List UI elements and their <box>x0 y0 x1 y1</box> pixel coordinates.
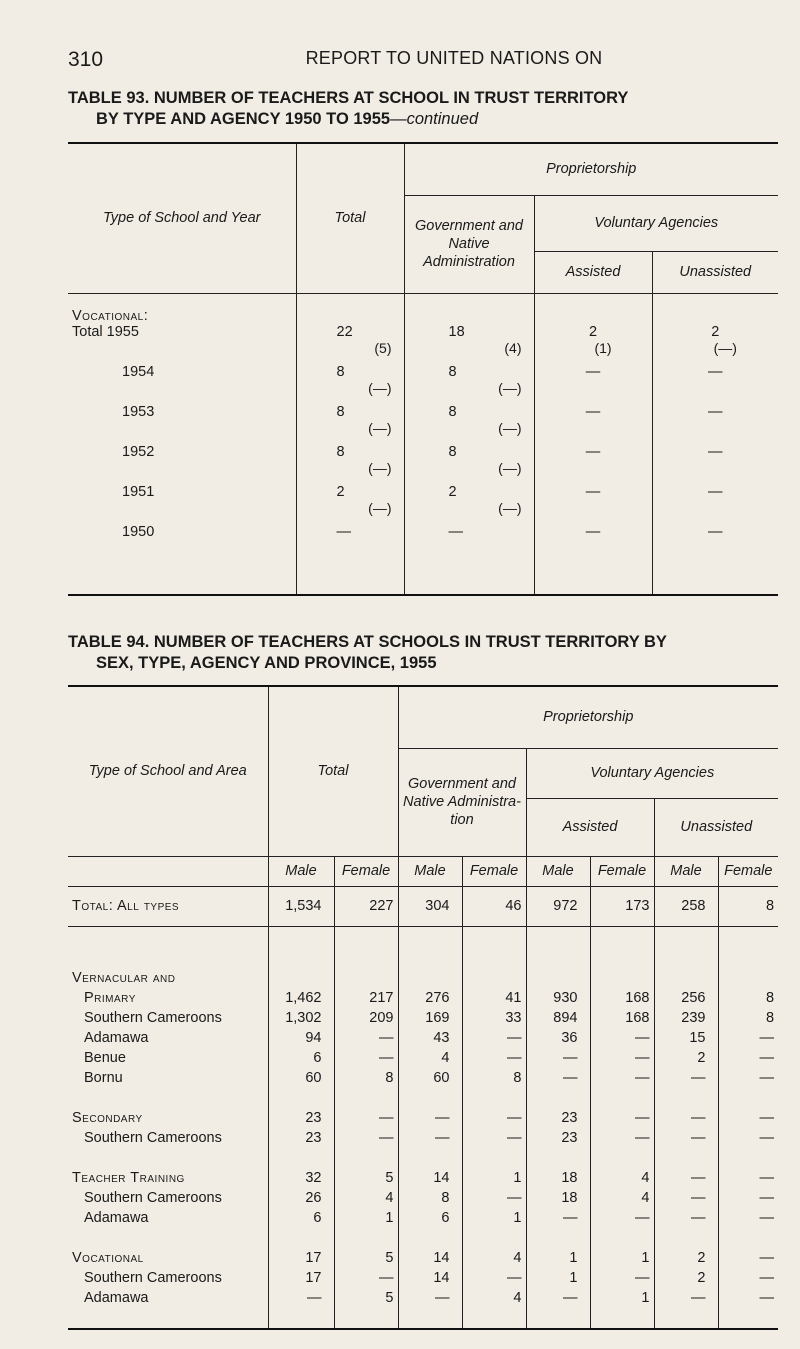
cell-value: — <box>268 1288 334 1308</box>
cell-value: — <box>336 523 351 540</box>
cell-value: 23 <box>526 1128 590 1148</box>
cell-value: — <box>718 1188 778 1208</box>
cell-value: 26 <box>268 1188 334 1208</box>
cell-govt <box>404 324 534 364</box>
cell-value: — <box>590 1048 654 1068</box>
col-header-female: Female <box>462 856 526 886</box>
cell-value: 17 <box>268 1268 334 1288</box>
row-label: Adamawa <box>84 1030 149 1046</box>
cell-value: 5 <box>334 1248 398 1268</box>
table-row <box>68 1048 778 1068</box>
cell-value: 1 <box>526 1248 590 1268</box>
cell-value: 14 <box>398 1168 462 1188</box>
cell-value: 36 <box>526 1028 590 1048</box>
cell-value: — <box>462 1268 526 1288</box>
cell-value: — <box>585 363 601 380</box>
row-label: Southern Cameroons <box>84 1010 222 1026</box>
row-label: Benue <box>84 1050 126 1066</box>
cell-value: 2 <box>711 323 720 340</box>
cell-value: 8 <box>336 363 345 380</box>
cell-subvalue: (5) <box>374 339 392 356</box>
col-header-type-area: Type of School and Area <box>68 686 268 856</box>
cell-value: 8 <box>462 1068 526 1088</box>
cell-value: — <box>585 523 601 540</box>
cell-value: — <box>708 363 723 380</box>
row-label: 1954 <box>122 363 155 380</box>
cell-subvalue: (—) <box>713 339 737 356</box>
cell-value: — <box>526 1288 590 1308</box>
cell-value: — <box>654 1068 718 1088</box>
cell-value: 4 <box>398 1048 462 1068</box>
cell-total <box>296 404 404 444</box>
table-row <box>68 1188 778 1208</box>
table-row <box>68 364 778 404</box>
cell-value: 8 <box>336 403 345 420</box>
cell-value: 18 <box>526 1168 590 1188</box>
cell-value: — <box>526 1048 590 1068</box>
cell-value: 894 <box>526 1008 590 1028</box>
cell-total <box>296 444 404 484</box>
cell-value: — <box>590 1108 654 1128</box>
col-header-male: Male <box>526 856 590 886</box>
cell-value: — <box>718 1028 778 1048</box>
col-header-female: Female <box>718 856 778 886</box>
cell-value: — <box>718 1108 778 1128</box>
cell-value: — <box>708 523 723 540</box>
col-header-unassisted: Unassisted <box>652 251 778 293</box>
cell-value: 15 <box>654 1028 718 1048</box>
table-row <box>68 444 778 484</box>
cell-value: — <box>718 1068 778 1088</box>
cell-value: — <box>334 1108 398 1128</box>
cell-value: 41 <box>462 988 526 1008</box>
cell-value: 23 <box>268 1108 334 1128</box>
table-row <box>68 1288 778 1308</box>
cell-value: 8 <box>448 403 457 420</box>
row-label: 1951 <box>122 483 155 500</box>
cell-value: — <box>654 1128 718 1148</box>
table-93 <box>68 142 778 596</box>
cell-value: 4 <box>590 1188 654 1208</box>
cell-value: — <box>334 1268 398 1288</box>
col-header-voluntary: Voluntary Agencies <box>526 748 778 798</box>
table-94-caption-line1: TABLE 94. NUMBER OF TEACHERS AT SCHOOLS IN TRUST TERRITORY BY <box>68 633 667 651</box>
cell-value: 94 <box>268 1028 334 1048</box>
cell-value: — <box>448 523 463 540</box>
cell-value: 18 <box>526 1188 590 1208</box>
col-header-assisted: Assisted <box>526 798 654 856</box>
row-label: Vocational <box>72 1250 144 1266</box>
cell-value: — <box>585 483 601 500</box>
table-row <box>68 1268 778 1288</box>
cell-subvalue: (—) <box>498 499 522 516</box>
cell-value: 5 <box>334 1288 398 1308</box>
cell-value: 1,534 <box>268 886 334 926</box>
cell-value: 1,302 <box>268 1008 334 1028</box>
table-row <box>68 524 778 564</box>
row-label: Secondary <box>72 1110 143 1126</box>
cell-value: 5 <box>334 1168 398 1188</box>
cell-value: — <box>334 1028 398 1048</box>
col-header-assisted: Assisted <box>534 251 652 293</box>
cell-value: 8 <box>448 443 457 460</box>
cell-value: 930 <box>526 988 590 1008</box>
cell-value: 8 <box>718 988 778 1008</box>
cell-total <box>296 484 404 524</box>
col-header-type: Type of School and Year <box>68 143 296 293</box>
running-title: REPORT TO UNITED NATIONS ON <box>305 48 603 68</box>
cell-value: — <box>718 1248 778 1268</box>
cell-govt <box>404 524 534 564</box>
cell-value: — <box>334 1128 398 1148</box>
cell-value: 8 <box>718 1008 778 1028</box>
cell-subvalue: (—) <box>498 379 522 396</box>
cell-unassisted <box>652 484 778 524</box>
cell-value: 46 <box>462 886 526 926</box>
group-row <box>68 1248 778 1268</box>
row-label: Southern Cameroons <box>84 1270 222 1286</box>
cell-value: 217 <box>334 988 398 1008</box>
table-93-caption-line2: BY TYPE AND AGENCY 1950 TO 1955 <box>96 110 391 128</box>
col-header-proprietorship: Proprietorship <box>404 143 778 195</box>
row-label: Bornu <box>84 1070 123 1086</box>
cell-value: — <box>334 1048 398 1068</box>
cell-value: — <box>526 1068 590 1088</box>
cell-unassisted <box>652 404 778 444</box>
col-header-male: Male <box>654 856 718 886</box>
cell-value: — <box>590 1128 654 1148</box>
table-row <box>68 1028 778 1048</box>
cell-value: — <box>585 443 601 460</box>
cell-value: — <box>585 403 601 420</box>
cell-value: 2 <box>654 1268 718 1288</box>
group-row <box>68 988 778 1008</box>
cell-value: — <box>718 1208 778 1228</box>
cell-assisted <box>534 404 652 444</box>
cell-assisted <box>534 524 652 564</box>
cell-value: 6 <box>398 1208 462 1228</box>
cell-value: 1 <box>334 1208 398 1228</box>
cell-value: — <box>708 483 723 500</box>
total-row <box>68 886 778 926</box>
cell-value: — <box>590 1268 654 1288</box>
cell-value: 304 <box>398 886 462 926</box>
group-row <box>68 1108 778 1128</box>
group-row <box>68 1168 778 1188</box>
row-label: Southern Cameroons <box>84 1190 222 1206</box>
table-row <box>68 404 778 444</box>
cell-subvalue: (—) <box>368 499 392 516</box>
cell-value: 4 <box>462 1248 526 1268</box>
row-label: Adamawa <box>84 1210 149 1226</box>
cell-value: 8 <box>336 443 345 460</box>
cell-value: — <box>526 1208 590 1228</box>
cell-govt <box>404 364 534 404</box>
col-header-unassisted: Unassisted <box>654 798 778 856</box>
cell-value: 14 <box>398 1268 462 1288</box>
table-row <box>68 1208 778 1228</box>
cell-subvalue: (—) <box>498 459 522 476</box>
cell-value: — <box>718 1048 778 1068</box>
cell-subvalue: (1) <box>594 339 612 356</box>
section-heading: Vocational: <box>72 307 149 324</box>
cell-value: 32 <box>268 1168 334 1188</box>
cell-govt <box>404 444 534 484</box>
cell-value: 4 <box>334 1188 398 1208</box>
cell-value: 2 <box>448 483 457 500</box>
cell-value: 17 <box>268 1248 334 1268</box>
cell-value: 1,462 <box>268 988 334 1008</box>
cell-unassisted <box>652 364 778 404</box>
table-row <box>68 484 778 524</box>
cell-value: 33 <box>462 1008 526 1028</box>
cell-value: 168 <box>590 988 654 1008</box>
cell-value: 1 <box>590 1288 654 1308</box>
col-header-male: Male <box>398 856 462 886</box>
cell-value: 8 <box>334 1068 398 1088</box>
cell-value: 209 <box>334 1008 398 1028</box>
cell-value: — <box>462 1188 526 1208</box>
cell-unassisted <box>652 324 778 364</box>
col-header-govt: Government and Native Administration <box>404 195 534 293</box>
table-row <box>68 1068 778 1088</box>
cell-value: 256 <box>654 988 718 1008</box>
cell-assisted <box>534 364 652 404</box>
cell-value: — <box>462 1028 526 1048</box>
cell-subvalue: (—) <box>498 419 522 436</box>
page-number: 310 <box>68 48 104 71</box>
row-label: 1952 <box>122 443 155 460</box>
cell-subvalue: (—) <box>368 379 392 396</box>
table-row <box>68 1128 778 1148</box>
cell-value: — <box>708 443 723 460</box>
cell-value: 173 <box>590 886 654 926</box>
col-header-total: Total <box>268 686 398 856</box>
row-label: Adamawa <box>84 1290 149 1306</box>
cell-value: 8 <box>718 886 778 926</box>
cell-value: — <box>718 1268 778 1288</box>
col-header-proprietorship: Proprietorship <box>398 686 778 748</box>
row-label: 1953 <box>122 403 155 420</box>
col-header-female: Female <box>590 856 654 886</box>
cell-value: 1 <box>462 1208 526 1228</box>
cell-value: 168 <box>590 1008 654 1028</box>
cell-value: 169 <box>398 1008 462 1028</box>
cell-subvalue: (—) <box>368 459 392 476</box>
cell-value: — <box>718 1168 778 1188</box>
cell-value: 23 <box>268 1128 334 1148</box>
cell-value: — <box>654 1188 718 1208</box>
cell-value: 1 <box>462 1168 526 1188</box>
row-label: Southern Cameroons <box>84 1130 222 1146</box>
cell-value: 1 <box>526 1268 590 1288</box>
row-label: Primary <box>84 990 136 1006</box>
row-label: 1950 <box>122 523 155 540</box>
cell-value: 14 <box>398 1248 462 1268</box>
cell-value: — <box>718 1128 778 1148</box>
cell-value: 8 <box>448 363 457 380</box>
row-label: Total 1955 <box>72 323 139 340</box>
table-row <box>68 324 778 364</box>
cell-total <box>296 364 404 404</box>
cell-value: 227 <box>334 886 398 926</box>
cell-value: — <box>718 1288 778 1308</box>
cell-value: — <box>462 1108 526 1128</box>
cell-total <box>296 524 404 564</box>
cell-value: — <box>590 1068 654 1088</box>
cell-value: 972 <box>526 886 590 926</box>
cell-value: — <box>462 1128 526 1148</box>
cell-value: 1 <box>590 1248 654 1268</box>
cell-value: 60 <box>398 1068 462 1088</box>
cell-value: 276 <box>398 988 462 1008</box>
cell-value: 2 <box>336 483 345 500</box>
cell-value: — <box>590 1208 654 1228</box>
group-heading: Vernacular and <box>72 970 176 986</box>
cell-value: 2 <box>654 1048 718 1068</box>
cell-unassisted <box>652 444 778 484</box>
cell-assisted <box>534 324 652 364</box>
cell-value: — <box>654 1168 718 1188</box>
col-header-female: Female <box>334 856 398 886</box>
cell-value: — <box>708 403 723 420</box>
cell-value: 43 <box>398 1028 462 1048</box>
table-94-caption <box>68 632 778 674</box>
cell-value: — <box>654 1108 718 1128</box>
table-row <box>68 1008 778 1028</box>
row-label: Teacher Training <box>72 1170 185 1186</box>
col-header-male: Male <box>268 856 334 886</box>
col-header-voluntary: Voluntary Agencies <box>534 195 778 251</box>
cell-govt <box>404 404 534 444</box>
col-header-total: Total <box>296 143 404 293</box>
cell-value: — <box>398 1108 462 1128</box>
cell-govt <box>404 484 534 524</box>
cell-value: — <box>398 1128 462 1148</box>
cell-value: 8 <box>398 1188 462 1208</box>
cell-value: — <box>654 1288 718 1308</box>
cell-value: 23 <box>526 1108 590 1128</box>
cell-assisted <box>534 484 652 524</box>
table-93-caption-suffix: —continued <box>390 110 479 128</box>
cell-value: 6 <box>268 1208 334 1228</box>
cell-assisted <box>534 444 652 484</box>
cell-unassisted <box>652 524 778 564</box>
cell-subvalue: (4) <box>504 339 522 356</box>
cell-value: 6 <box>268 1048 334 1068</box>
col-header-govt: Government and Native Administra- tion <box>398 748 526 856</box>
table-93-caption-line1: TABLE 93. NUMBER OF TEACHERS AT SCHOOL IN TRUST TERRITORY <box>68 89 629 107</box>
cell-value: 22 <box>336 323 353 340</box>
cell-value: 60 <box>268 1068 334 1088</box>
cell-value: — <box>398 1288 462 1308</box>
cell-value: — <box>462 1048 526 1068</box>
cell-value: 4 <box>462 1288 526 1308</box>
row-label: Total: All types <box>68 886 268 926</box>
cell-value: 258 <box>654 886 718 926</box>
cell-value: 2 <box>654 1248 718 1268</box>
cell-value: 4 <box>590 1168 654 1188</box>
table-94 <box>68 685 778 1330</box>
cell-value: — <box>590 1028 654 1048</box>
table-94-caption-line2: SEX, TYPE, AGENCY AND PROVINCE, 1955 <box>96 654 437 672</box>
table-93-caption <box>68 88 778 130</box>
cell-total <box>296 324 404 364</box>
cell-value: — <box>654 1208 718 1228</box>
cell-value: 239 <box>654 1008 718 1028</box>
cell-value: 18 <box>448 323 465 340</box>
cell-subvalue: (—) <box>368 419 392 436</box>
cell-value: 2 <box>588 323 598 340</box>
